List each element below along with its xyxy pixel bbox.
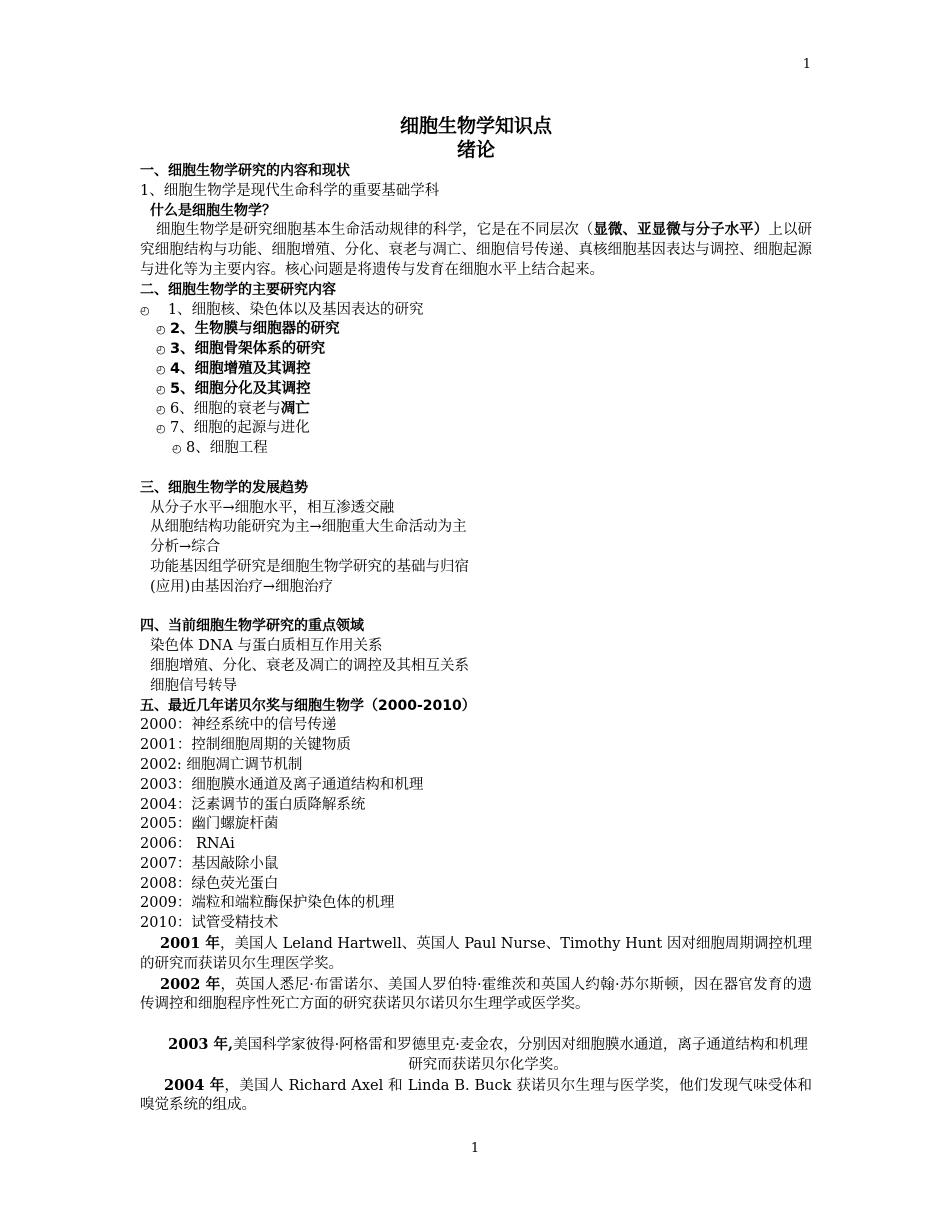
nobel-year-line: 2001：控制细胞周期的关键物质 [140, 737, 351, 754]
nobel-2001-paragraph: 2001 年，美国人 Leland Hartwell、英国人 Paul Nurse、Timothy Hunt 因对细胞周期调控机理的研究而获诺贝尔生理医学奖。 [140, 935, 812, 972]
list-item: ◴ 4、细胞增殖及其调控 [140, 360, 812, 380]
nobel-2003-paragraph: 2003 年,美国科学家彼得·阿格雷和罗德里克·麦金农，分别因对细胞膜水通道，离子通道结构和机理研究而获诺贝尔化学奖。 [168, 1036, 808, 1073]
section2-heading: 二、细胞生物学的主要研究内容 [140, 281, 336, 298]
section1-para-bold: 显微、亚显微与分子水平） [593, 222, 769, 239]
spacer [140, 598, 812, 618]
trend-line: 分析→综合 [150, 539, 221, 556]
focus-line: 细胞增殖、分化、衰老及凋亡的调控及其相互关系 [150, 657, 469, 674]
footer-page-number: 1 [470, 1141, 480, 1156]
focus-line: 细胞信号转导 [150, 677, 237, 694]
spacer [140, 1015, 812, 1035]
section5-heading: 五、最近几年诺贝尔奖与细胞生物学（2000-2010） [140, 697, 476, 714]
section1-para-a: 细胞生物学是研究细胞基本生命活动规律的科学，它是在不同层次（ [156, 222, 594, 239]
clock-icon: ◴ [140, 303, 150, 317]
nobel-year-line: 2004：泛素调节的蛋白质降解系统 [140, 796, 366, 813]
nobel-year-line: 2010：试管受精技术 [140, 915, 279, 932]
trend-line: (应用)由基因治疗→细胞治疗 [150, 578, 333, 595]
clock-icon: ◴ [156, 402, 166, 416]
document-title: 细胞生物学知识点 [399, 115, 552, 137]
nobel-2004-paragraph: 2004 年，美国人 Richard Axel 和 Linda B. Buck 获诺贝尔生理与医学奖，他们发现气味受体和嗅觉系统的组成。 [140, 1076, 813, 1114]
nobel-2002-paragraph: 2002 年，英国人悉尼·布雷诺尔、美国人罗伯特·霍维茨和英国人约翰·苏尔斯顿，因在器官发育的遗传调控和细胞程序性死亡方面的研究获诺贝尔诺贝尔生理学或医学奖。 [140, 975, 812, 1013]
header-page-number: 1 [802, 57, 811, 72]
nobel-year-line: 2008：绿色荧光蛋白 [140, 875, 279, 892]
nobel-year-line: 2003：细胞膜水通道及离子通道结构和机理 [140, 776, 424, 793]
section4-heading: 四、当前细胞生物学研究的重点领域 [140, 618, 364, 635]
trend-line: 功能基因组学研究是细胞生物学研究的基础与归宿 [150, 558, 469, 575]
nobel-year-line: 2006： RNAi [140, 836, 235, 853]
document-body [140, 114, 812, 1116]
spacer [140, 459, 812, 479]
list-item: ◴ 2、生物膜与细胞器的研究 [140, 320, 812, 340]
clock-icon: ◴ [156, 362, 166, 376]
trend-line: 从细胞结构功能研究为主→细胞重大生命活动为主 [150, 519, 467, 536]
focus-line: 染色体 DNA 与蛋白质相互作用关系 [150, 638, 383, 655]
nobel-year-line: 2000：神经系统中的信号传递 [140, 717, 337, 734]
list-item: ◴ 1、细胞核、染色体以及基因表达的研究 [140, 301, 812, 321]
trend-line: 从分子水平→细胞水平，相互渗透交融 [150, 499, 395, 516]
section1-question: 什么是细胞生物学？ [150, 202, 276, 219]
section1-line1: 1、细胞生物学是现代生命科学的重要基础学科 [140, 182, 440, 199]
nobel-year-line: 2009：端粒和端粒酶保护染色体的机理 [140, 895, 395, 912]
chapter-title: 绪论 [456, 139, 495, 161]
section1-para-b: 上以研究细胞结构与功能、细胞增殖、分化、衰老与凋亡、细胞信号传递、真核细胞基因表达与调控、细胞起源与进化等为主要内容。核心问题是将遗传与发育在细胞水平上结合起来。 [140, 222, 813, 278]
section3-heading: 三、细胞生物学的发展趋势 [140, 479, 308, 496]
section1-paragraph [140, 221, 812, 280]
nobel-year-line: 2002: 细胞凋亡调节机制 [140, 756, 303, 773]
clock-icon: ◴ [156, 422, 166, 436]
list-item: ◴ 7、细胞的起源与进化 [140, 419, 812, 439]
list-item: ◴ 3、细胞骨架体系的研究 [140, 340, 812, 360]
list-item: ◴ 6、细胞的衰老与凋亡 [140, 400, 812, 420]
clock-icon: ◴ [156, 382, 166, 396]
clock-icon: ◴ [172, 442, 182, 456]
clock-icon: ◴ [156, 323, 166, 337]
clock-icon: ◴ [156, 343, 166, 357]
list-item: ◴ 8、细胞工程 [140, 439, 812, 459]
section1-heading: 一、细胞生物学研究的内容和现状 [140, 163, 350, 179]
nobel-year-line: 2005：幽门螺旋杆菌 [140, 816, 279, 833]
nobel-year-line: 2007：基因敲除小鼠 [140, 855, 279, 872]
list-item: ◴ 5、细胞分化及其调控 [140, 380, 812, 400]
